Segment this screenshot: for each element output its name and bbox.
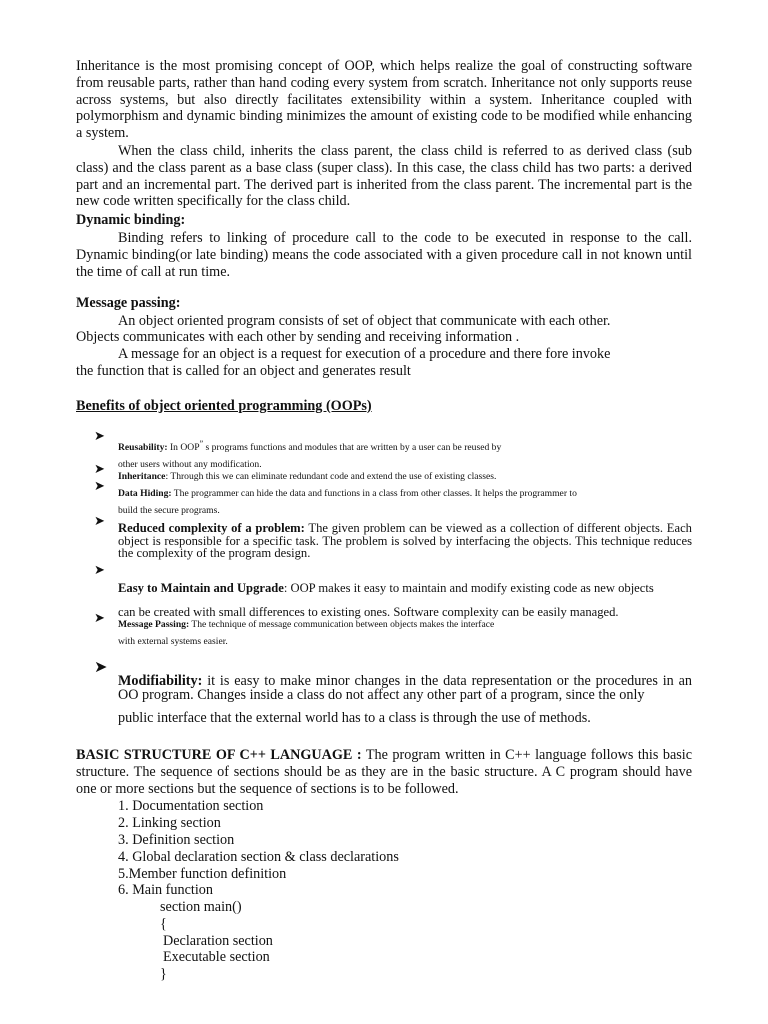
dynamic-binding-heading: Dynamic binding:	[76, 212, 186, 228]
benefit-title: Reduced complexity of a problem:	[118, 521, 305, 535]
benefit-text: s programs functions and modules that are written by a user can be reused by	[203, 442, 502, 454]
code-line: }	[160, 966, 167, 982]
section-list-item: 1. Documentation section	[118, 798, 264, 814]
bullet-arrow-icon: ➤	[94, 657, 108, 676]
benefit-title: Reusability:	[118, 442, 168, 454]
code-line: Executable section	[163, 949, 270, 965]
message-passing-line-3: A message for an object is a request for execution of a procedure and there fore invoke	[118, 346, 611, 362]
section-list-item: 3. Definition section	[118, 832, 235, 848]
benefit-inheritance	[118, 469, 692, 486]
benefit-data-hiding	[118, 486, 692, 519]
benefit-reusability	[118, 436, 692, 473]
benefits-heading: Benefits of object oriented programming (OOPs)	[76, 398, 372, 414]
benefit-text: it is easy to make minor changes in the data representation or the procedures in an OO program. Changes inside a class do not affect any other part of a program, since the only	[118, 673, 692, 703]
benefit-text: : Through this we can eliminate redundant code and extend the use of existing classes.	[165, 471, 497, 482]
benefit-title: Modifiability:	[118, 673, 203, 689]
benefit-title: Inheritance	[118, 471, 166, 482]
benefit-text: build the secure programs.	[118, 504, 220, 516]
benefit-text: The programmer can hide the data and functions in a class from other classes. It helps the programmer to	[171, 488, 577, 499]
benefit-sup: ”	[199, 439, 204, 448]
benefit-text: other users without any modification.	[118, 458, 262, 470]
benefit-text: with external systems easier.	[118, 635, 228, 647]
cpp-structure-heading: BASIC STRUCTURE OF C++ LANGUAGE :	[76, 747, 362, 763]
bullet-arrow-icon: ➤	[94, 479, 105, 494]
benefit-message-passing	[118, 617, 692, 650]
benefit-text: The technique of message communication between objects makes the interface	[189, 619, 495, 630]
bullet-arrow-icon: ➤	[94, 429, 105, 444]
benefit-modifiability	[118, 674, 692, 702]
message-passing-heading: Message passing:	[76, 295, 181, 311]
benefit-text: In OOP	[167, 442, 200, 454]
intro-paragraph-1: Inheritance is the most promising concept of OOP, which helps realize the goal of constructing software from reusable parts, rather than hand coding every system from scratch. Inheritance not only supports reuse across systems, but also directly facilitates extensibility within a system. Inheritance coupled with polymorphism and dynamic binding minimizes the amount of existing code to be modified while enhancing a system.	[76, 58, 692, 142]
code-line: section main()	[160, 899, 242, 915]
code-line: Declaration section	[163, 933, 273, 949]
section-list-item: 5.Member function definition	[118, 866, 287, 882]
dynamic-binding-text: Binding refers to linking of procedure call to the code to be executed in response to the call. Dynamic binding(or late binding) means the code associated with a given procedure call in not known until the time of call at run time.	[76, 230, 692, 280]
message-passing-line-2: Objects communicates with each other by sending and receiving information .	[76, 329, 520, 345]
benefit-text: can be created with small differences to existing ones. Software complexity can be easily managed.	[118, 605, 619, 619]
benefit-title: Data Hiding:	[118, 488, 172, 499]
message-passing-line-1: An object oriented program consists of set of object that communicate with each other.	[118, 313, 611, 329]
bullet-arrow-icon: ➤	[94, 462, 105, 477]
cpp-structure-paragraph	[76, 747, 692, 797]
intro-paragraph-2: When the class child, inherits the class parent, the class child is referred to as derived class (sub class) and the class parent as a base class (super class). In this case, the class child has two parts: a derived part and an incremental part. The derived part is inherited from the class parent. The incremental part is the new code written specifically for the class child.	[76, 143, 692, 210]
message-passing-line-4: the function that is called for an object and generates result	[76, 363, 411, 379]
section-list-item: 4. Global declaration section & class declarations	[118, 849, 399, 865]
benefit-title: Message Passing:	[118, 619, 190, 630]
bullet-arrow-icon: ➤	[94, 514, 105, 529]
benefit-text: : OOP makes it easy to maintain and modify existing code as new objects	[283, 581, 654, 595]
section-list-item: 6. Main function	[118, 882, 213, 898]
code-line: {	[160, 916, 167, 932]
cpp-structure-text: The program written in C++ language follows this basic structure. The sequence of sections should be as they are in the basic structure. A C program should have one or more sections but the sequence of sections is to be followed.	[76, 747, 692, 797]
benefit-title: Easy to Maintain and Upgrade	[118, 581, 284, 595]
bullet-arrow-icon: ➤	[94, 563, 105, 578]
benefit-modifiability-cont: public interface that the external world has to a class is through the use of methods.	[118, 710, 591, 726]
benefit-text: The given problem can be viewed as a collection of different objects. Each object is responsible for a specific task. The problem is solved by interfacing the objects. This technique reduces the complexity of the program design.	[118, 521, 692, 561]
benefit-reduced-complexity	[118, 522, 692, 560]
bullet-arrow-icon: ➤	[94, 611, 105, 626]
section-list-item: 2. Linking section	[118, 815, 221, 831]
